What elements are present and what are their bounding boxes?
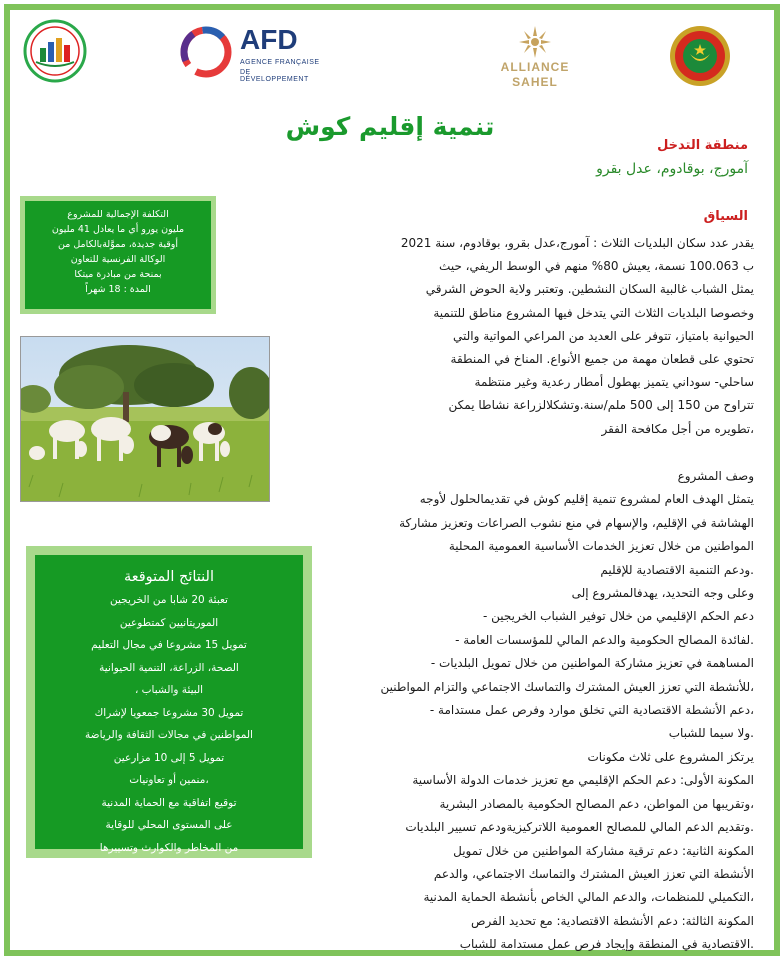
partner-logo — [22, 18, 88, 84]
alliance-sahel-logo — [490, 24, 580, 94]
description-line: يرتكز المشروع على ثلاث مكونات — [587, 749, 754, 764]
cost-line: التكلفة الإجمالية للمشروع — [67, 209, 169, 220]
cost-line: بمنحة من مبادرة ميتكا — [74, 269, 162, 280]
results-line: المواطنين في مجالات الثقافة والرياضة — [85, 729, 253, 741]
afd-sub-line-1: AGENCE FRANÇAISE — [240, 59, 320, 66]
description-line: الأنشطة التي تعزز العيش المشترك والتماسك الاجتماعي، والدعم — [433, 866, 754, 881]
description-text — [294, 465, 754, 957]
description-line: ،دعم الأنشطة الاقتصادية التي تخلق موارد وفرص عمل مستدامة - — [429, 703, 754, 718]
cost-box — [20, 196, 216, 314]
results-line: الصحة، الزراعة، التنمية الحيوانية — [99, 661, 239, 674]
context-line: ب 100.063 نسمة، يعيش 80% منهم في الوسط الريفي، حيث — [439, 259, 754, 274]
livestock-photo — [20, 336, 270, 502]
results-line: تعبئة 20 شابا من الخريجين — [110, 594, 228, 606]
context-line: يمثل الشباب غالبية السكان النشطين. وتعتبر ولاية الحوض الشرقي — [425, 282, 754, 297]
results-line: توقيع اتفاقية مع الحماية المدنية — [101, 796, 237, 809]
context-line: ساحلي- سوداني يتميز بهطول أمطار رعدية وغير منتظمة — [474, 375, 754, 390]
results-line: الموريتانيين كمتطوعين — [119, 616, 219, 629]
results-line: ،منمين أو تعاونيات — [129, 774, 209, 786]
page-title: تنمية إقليم كوش — [285, 112, 495, 141]
alliance-text-line-2: SAHEL — [512, 75, 558, 89]
results-line: تمويل 5 إلى 10 مزارعين — [113, 751, 225, 764]
results-box — [26, 546, 312, 858]
description-line: وصف المشروع — [677, 469, 754, 483]
cost-line: مليون يورو أي ما يعادل 41 مليون — [51, 224, 185, 235]
results-box-inner — [35, 555, 303, 854]
cost-box-inner — [25, 201, 211, 309]
results-title: النتائج المتوقعة — [123, 569, 215, 585]
cost-line: الوكالة الفرنسية للتعاون — [70, 254, 166, 265]
description-line: يتمثل الهدف العام لمشروع تنمية إقليم كوش في تقديمالحلول لأوجه — [419, 492, 754, 507]
description-line: المساهمة في تعزيز مشاركة المواطنين من خلال تمويل البلديات - — [430, 656, 754, 671]
description-line: .الاقتصادية في المنطقة وإيجاد فرص عمل مستدامة للشباب — [459, 937, 754, 952]
description-line: ،التكميلي للمنظمات، والدعم المالي الخاص بأنشطة الحماية المدنية — [423, 890, 754, 905]
description-line: المواطنين من خلال تعزيز الخدمات الأساسية العمومية المحلية — [448, 539, 754, 554]
description-line: ،وتقريبها من المواطن، دعم المصالح الحكومية بالمصادر البشرية — [439, 796, 754, 811]
context-line: الحيوانية بامتياز، تتوفر على العديد من المراعي المواتية والتي — [452, 328, 754, 343]
afd-wordmark: AFD — [240, 24, 298, 55]
results-line: تمويل 15 مشروعا في مجال التعليم — [91, 639, 247, 651]
context-label: السياق — [703, 209, 748, 224]
context-text — [284, 232, 754, 441]
zone-value: آمورج، بوقادوم، عدل بقرو — [596, 161, 748, 177]
description-line: الهشاشة في الإقليم، والإسهام في منع نشوب الصراعات وتعزيز مشاركة — [399, 515, 754, 530]
afd-ring-icon — [176, 22, 236, 82]
description-line: .ولا سيما للشباب — [668, 726, 754, 741]
cost-line: المدة : 18 شهراً — [85, 284, 151, 295]
description-line: المكونة الثانية: دعم ترقية مشاركة المواطنين من خلال تمويل — [453, 843, 754, 858]
results-line: على المستوى المحلي للوقاية — [105, 819, 233, 831]
description-line: ،للأنشطة التي تعزز العيش المشترك والتماسك الاجتماعي والتزام المواطنين — [380, 679, 754, 694]
cost-line: أوقية جديدة، مموَّلةبالكامل من — [58, 239, 178, 250]
alliance-text-line-1: ALLIANCE — [500, 60, 570, 74]
description-line: .وتقديم الدعم المالي للمصالح العمومية اللاتركيزيةودعم تسيير البلديات — [405, 820, 754, 835]
description-line: المكونة الأولى: دعم الحكم الإقليمي مع تعزيز خدمات الدولة الأساسية — [412, 773, 754, 788]
context-line: يقدر عدد سكان البلديات الثلاث : آمورج،عدل بقرو، بوقادوم، سنة 2021 — [400, 236, 754, 250]
description-line: المكونة الثالثة: دعم الأنشطة الاقتصادية: مع تحديد الفرص — [470, 913, 754, 928]
context-line: تحتوي على قطعان مهمة من جميع الأنواع. المناخ في المنطقة — [450, 352, 754, 367]
mauritania-emblem-logo — [668, 24, 732, 88]
description-line: .ودعم التنمية الاقتصادية للإقليم — [600, 562, 754, 577]
zone-label: منطقة التدخل — [657, 138, 748, 153]
description-line: .لفائدة المصالح الحكومية والدعم المالي للمؤسسات العامة - — [455, 632, 754, 647]
context-line: ،تطويره من أجل مكافحة الفقر — [601, 421, 754, 436]
context-line: وخصوصا البلديات الثلاث التي يتدخل فيها المشروع مناطق للتنمية — [433, 305, 754, 320]
results-line: من المخاطر والكوارث وتسييرها — [99, 841, 239, 854]
results-line: تمويل 30 مشروعا جمعويا لإشراك — [94, 706, 244, 719]
afd-sub-line-2: DE DÉVELOPPEMENT — [240, 69, 309, 83]
afd-logo — [176, 22, 321, 86]
context-line: تتراوح من 150 إلى 500 ملم/سنة.وتشكلالزراعة نشاطا يمكن — [448, 398, 754, 413]
description-line: وعلى وجه التحديد، يهدفالمشروع إلى — [571, 586, 754, 601]
results-line: البيئة والشباب ، — [134, 684, 204, 696]
description-line: دعم الحكم الإقليمي من خلال توفير الشباب الخريجين - — [483, 609, 754, 624]
